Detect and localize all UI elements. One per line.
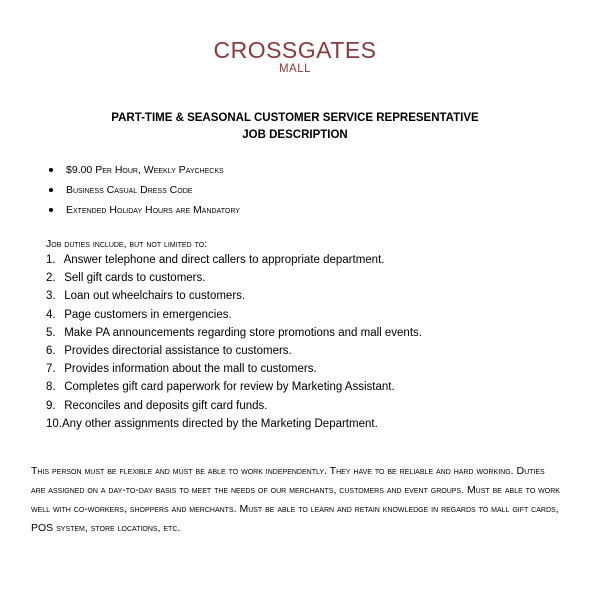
- duty-number: 6.: [46, 344, 56, 357]
- logo-subtitle: MALL: [278, 63, 312, 75]
- page-title: [0, 110, 590, 144]
- benefit-item: [42, 160, 240, 180]
- closing-paragraph: [31, 462, 561, 538]
- duties-list: [46, 251, 422, 433]
- closing-text-1: This person must be flexible and must be able to work independently. They have to be reliable and hard working. Duties are assigned on a day-to-day basis to meet the needs of our merchants, customers and event groups. Must be able to work well with co-workers, shoppers and merchants. Must be able to learn and retain knowledge in regards to mall gift cards,: [31, 465, 560, 515]
- bullet-dot-icon: [49, 168, 53, 172]
- closing-pos: POS: [31, 522, 54, 534]
- benefit-text: Business Casual Dress Code: [66, 184, 193, 196]
- duty-number: 7.: [46, 363, 56, 376]
- duty-text: Reconciles and deposits gift card funds.: [64, 399, 268, 412]
- logo-name: CROSSGATES: [213, 37, 377, 63]
- duty-number: 9.: [46, 399, 56, 412]
- bullet-dot-icon: [49, 208, 53, 212]
- benefit-text: Extended Holiday Hours are Mandatory: [66, 204, 240, 216]
- duty-text: Page customers in emergencies.: [64, 308, 232, 321]
- duty-item: [46, 360, 422, 378]
- duty-item: [46, 251, 422, 269]
- title-line-2: JOB DESCRIPTION: [242, 129, 348, 141]
- duty-text: Provides information about the mall to customers.: [64, 363, 317, 376]
- duty-number: 5.: [46, 326, 56, 339]
- duties-intro: Job duties include, but not limited to:: [46, 238, 208, 250]
- duty-text: Provides directorial assistance to customers.: [64, 344, 292, 357]
- duty-item: [46, 342, 422, 360]
- closing-text-2: system, store locations, etc.: [53, 522, 181, 534]
- duty-text: Answer telephone and direct callers to appropriate department.: [63, 254, 385, 266]
- benefit-item: [42, 180, 240, 200]
- duty-number: 8.: [46, 381, 56, 394]
- duty-number: 4.: [46, 308, 56, 321]
- duty-text: Completes gift card paperwork for review by Marketing Assistant.: [64, 381, 395, 394]
- duty-number: 10.: [46, 417, 62, 430]
- duty-number: 1.: [46, 254, 56, 266]
- duty-item: [46, 415, 422, 433]
- duty-item: [46, 306, 422, 324]
- duty-number: 2.: [46, 272, 56, 285]
- crossgates-logo: [0, 38, 590, 75]
- benefit-text: $9.00 Per Hour, Weekly Paychecks: [66, 164, 224, 176]
- duty-text: Loan out wheelchairs to customers.: [64, 290, 246, 303]
- duty-item: [46, 287, 422, 305]
- duty-text: Sell gift cards to customers.: [64, 272, 206, 285]
- duty-item: [46, 269, 422, 287]
- benefit-item: [42, 200, 240, 220]
- duty-text: Make PA announcements regarding store promotions and mall events.: [64, 326, 422, 339]
- title-line-1: PART-TIME & SEASONAL CUSTOMER SERVICE REPRESENTATIVE: [111, 112, 479, 124]
- duty-item: [46, 378, 422, 396]
- duty-number: 3.: [46, 290, 56, 303]
- benefits-list: [42, 160, 240, 220]
- duty-item: [46, 397, 422, 415]
- duty-item: [46, 324, 422, 342]
- bullet-dot-icon: [49, 188, 53, 192]
- duty-text: Any other assignments directed by the Marketing Department.: [62, 417, 378, 430]
